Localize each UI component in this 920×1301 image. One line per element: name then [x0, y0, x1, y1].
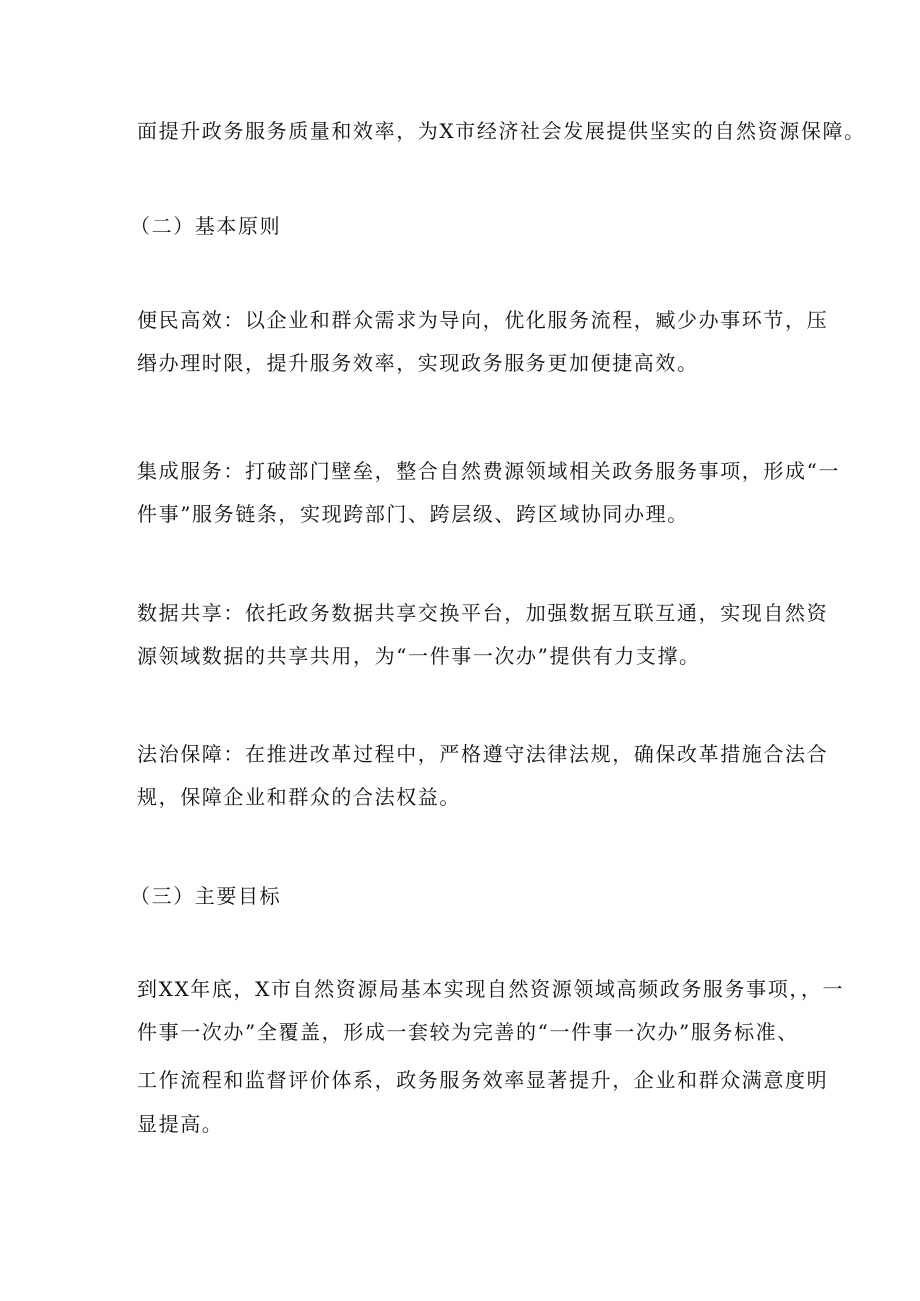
principle-data-sharing-line-2: 源领域数据的共享共用，为“一件事一次办”提供有力支撑。 [137, 644, 701, 668]
section-heading-main-goals: （三）主要目标 [130, 884, 282, 908]
goal-line-4: 显提高。 [137, 1112, 224, 1136]
principle-integration-line-2: 件事”服务链条，实现跨部门、跨层级、跨区域协同办理。 [137, 502, 689, 526]
principle-integration-line-1: 集成服务：打破部门壁垒，整合自然费源领域相关政务服务事项，形成“一 [137, 459, 841, 483]
principle-rule-of-law-line-2: 规，保障企业和群众的合法权益。 [137, 785, 461, 809]
principle-convenience-line-1: 便民高效：以企业和群众需求为导向，优化服务流程，臧少办事环节，压 [137, 308, 829, 332]
goal-line-2: 件事一次办”全覆盖，形成一套较为完善的“一件事一次办”服务标准、 [137, 1020, 799, 1044]
section-heading-basic-principles: （二）基本原则 [130, 214, 282, 238]
goal-line-3: 工作流程和监督评价体系，政务服务效率显著提升，企业和群众满意度明 [137, 1068, 829, 1092]
intro-line-1: 面提升政务服务质量和效率，为X市经济社会发展提供坚实的自然资源保障。 [137, 119, 866, 143]
principle-convenience-line-2: 缗办理时限，提升服务效率，实现政务服务更加便捷高效。 [137, 351, 699, 375]
principle-data-sharing-line-1: 数据共享：依托政务数据共享交换平台，加强数据互联互通，实现自然资 [137, 601, 829, 625]
goal-line-1: 到XX年底，X市自然资源局基本实现自然资源领域高频政务服务事项，，一 [137, 977, 845, 1001]
principle-rule-of-law-line-1: 法治保障：在推进改革过程中，严格遵守法律法规，确保改革措施合法合 [137, 742, 829, 766]
